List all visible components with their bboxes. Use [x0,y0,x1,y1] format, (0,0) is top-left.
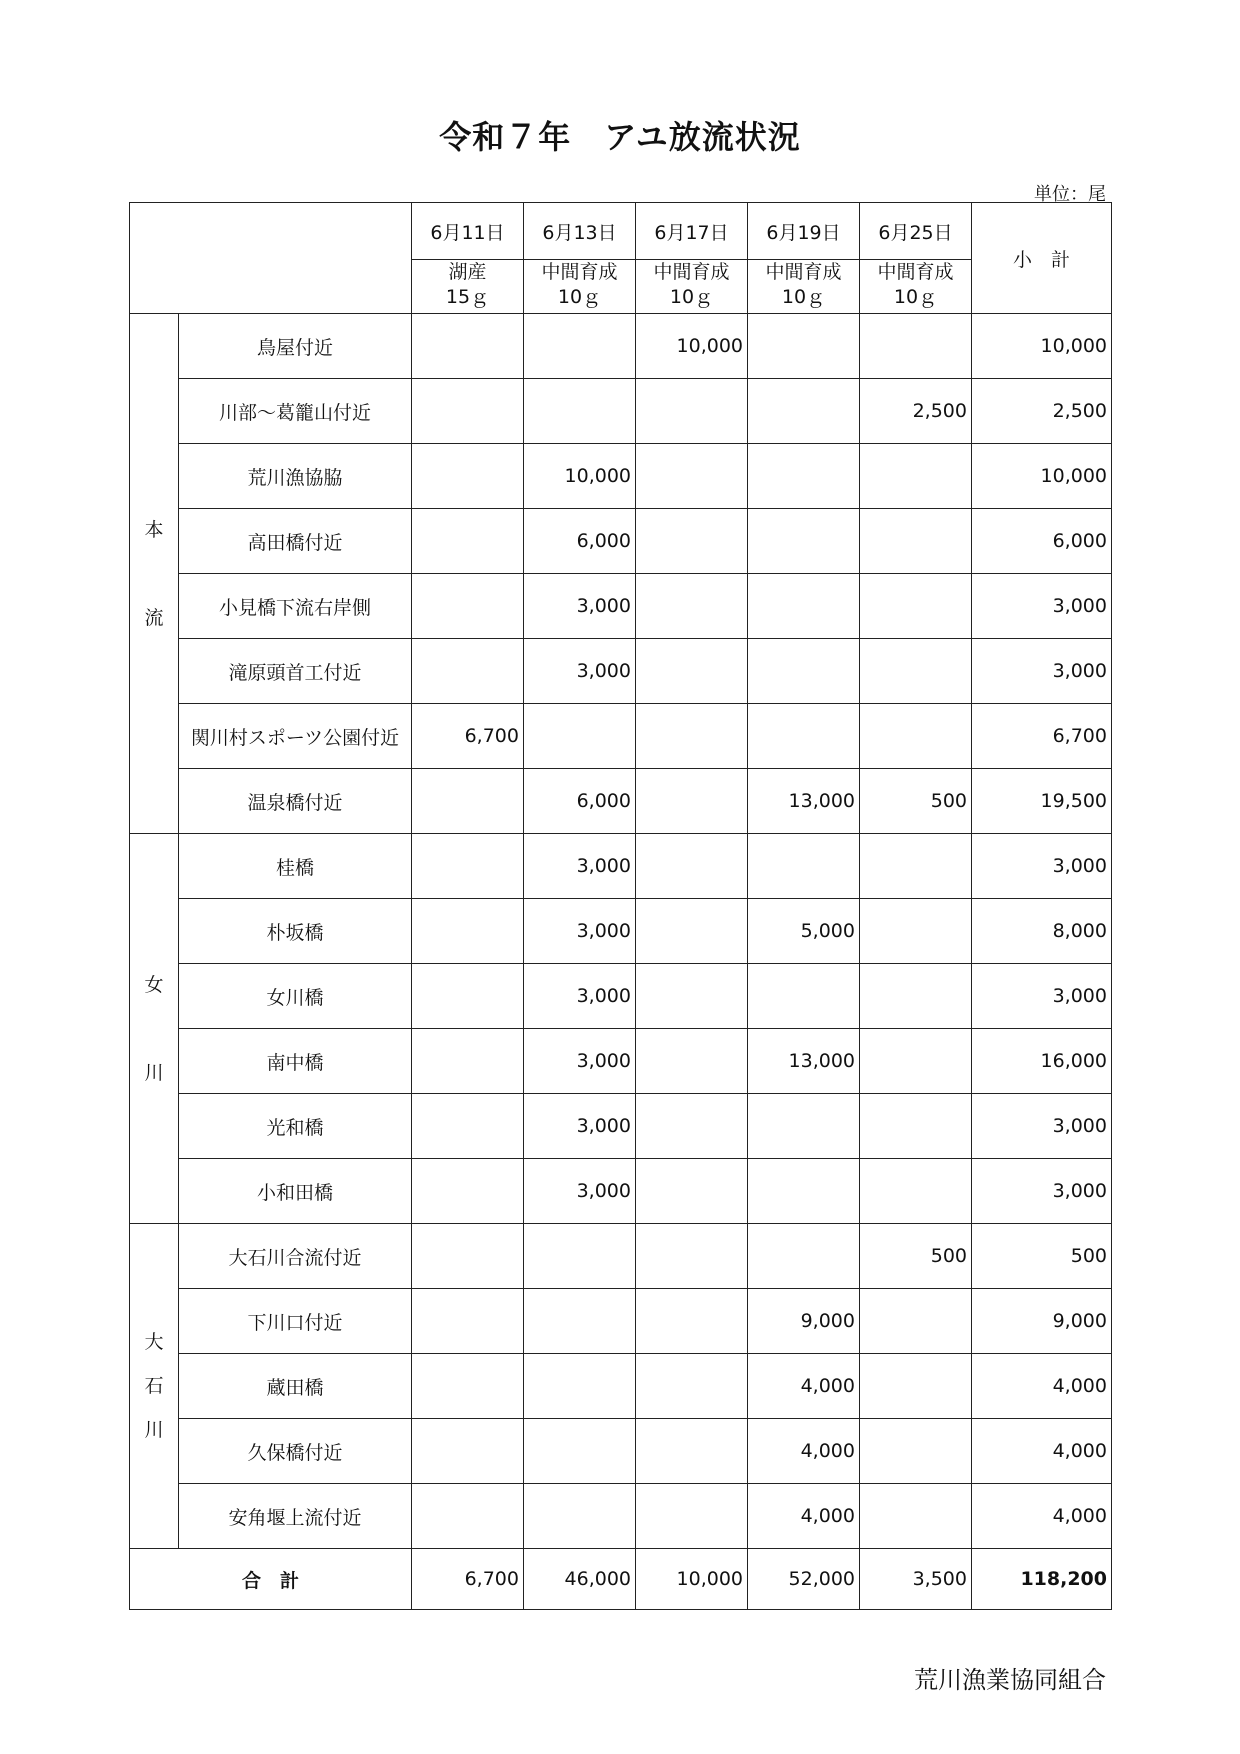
release-count [860,1354,972,1419]
location-name: 荒川漁協脇 [179,444,412,509]
release-count [748,444,860,509]
table-row [130,1484,1112,1549]
location-name: 下川口付近 [179,1289,412,1354]
release-count: 3,000 [524,574,636,639]
location-name: 小和田橋 [179,1159,412,1224]
release-count [524,379,636,444]
release-count [412,1289,524,1354]
grand-total: 118,200 [972,1549,1112,1610]
release-count [860,704,972,769]
release-count [748,574,860,639]
release-kind: 湖産 [448,261,487,283]
location-name: 高田橋付近 [179,509,412,574]
table-row [130,1029,1112,1094]
table-row [130,834,1112,899]
header-subtotal: 小 計 [972,203,1112,314]
release-count [412,1484,524,1549]
fish-size: 10ｇ [669,286,714,308]
row-subtotal: 16,000 [972,1029,1112,1094]
release-count [636,899,748,964]
release-count [636,574,748,639]
release-count: 6,000 [524,769,636,834]
release-count: 10,000 [524,444,636,509]
section-name-char: 川 [144,1419,164,1441]
location-name: 南中橋 [179,1029,412,1094]
row-subtotal: 3,000 [972,1159,1112,1224]
column-total: 46,000 [524,1549,636,1610]
release-count: 13,000 [748,769,860,834]
location-name: 大石川合流付近 [179,1224,412,1289]
release-count: 6,700 [412,704,524,769]
column-total: 10,000 [636,1549,748,1610]
table-row [130,509,1112,574]
fish-size: 10ｇ [781,286,826,308]
release-count [748,1159,860,1224]
release-count [412,314,524,379]
column-total: 3,500 [860,1549,972,1610]
location-name: 光和橋 [179,1094,412,1159]
location-name: 川部～葛籠山付近 [179,379,412,444]
release-count [412,1419,524,1484]
release-count [636,1289,748,1354]
total-row [130,1549,1112,1610]
release-count [748,509,860,574]
header-date: 6月11日 [412,203,524,260]
row-subtotal: 4,000 [972,1354,1112,1419]
fish-size: 10ｇ [557,286,602,308]
release-count [748,704,860,769]
release-count [412,444,524,509]
row-subtotal: 3,000 [972,574,1112,639]
row-subtotal: 3,000 [972,1094,1112,1159]
release-count [748,314,860,379]
release-count: 500 [860,769,972,834]
row-subtotal: 9,000 [972,1289,1112,1354]
header-date: 6月13日 [524,203,636,260]
table-row [130,444,1112,509]
section-name-char: 本 [144,518,164,541]
release-count [748,379,860,444]
release-count [860,639,972,704]
release-count: 3,000 [524,834,636,899]
release-count [412,574,524,639]
release-count: 4,000 [748,1484,860,1549]
release-count [412,509,524,574]
section-name [130,834,179,1224]
release-count [636,379,748,444]
release-count [748,639,860,704]
release-count [524,1354,636,1419]
table-row [130,1419,1112,1484]
row-subtotal: 10,000 [972,314,1112,379]
location-name: 女川橋 [179,964,412,1029]
release-count [860,1484,972,1549]
total-label: 合 計 [130,1549,412,1610]
table-row [130,379,1112,444]
table-row [130,1159,1112,1224]
location-name: 滝原頭首工付近 [179,639,412,704]
location-name: 温泉橋付近 [179,769,412,834]
release-count [636,704,748,769]
fish-size: 10ｇ [893,286,938,308]
header-date: 6月19日 [748,203,860,260]
location-name: 蔵田橋 [179,1354,412,1419]
row-subtotal: 500 [972,1224,1112,1289]
table-row [130,1354,1112,1419]
release-count: 500 [860,1224,972,1289]
location-name: 安角堰上流付近 [179,1484,412,1549]
release-count [636,834,748,899]
row-subtotal: 19,500 [972,769,1112,834]
location-name: 久保橋付近 [179,1419,412,1484]
release-count [636,964,748,1029]
release-count [412,639,524,704]
header-type [636,260,748,314]
header-date-row [130,203,1112,260]
location-name: 桂橋 [179,834,412,899]
release-kind: 中間育成 [541,261,618,283]
unit-label: 単位：尾 [1034,184,1106,205]
release-count [636,444,748,509]
release-count [412,1029,524,1094]
release-count [412,1224,524,1289]
release-count [412,1094,524,1159]
release-count: 6,000 [524,509,636,574]
release-count [412,899,524,964]
release-count [524,1484,636,1549]
section-name [130,1224,179,1549]
release-count: 4,000 [748,1354,860,1419]
release-count [860,509,972,574]
header-type [748,260,860,314]
release-count [860,899,972,964]
section-name [130,314,179,834]
release-count [636,1354,748,1419]
column-total: 52,000 [748,1549,860,1610]
release-count [636,1484,748,1549]
release-count: 3,000 [524,899,636,964]
location-name: 朴坂橋 [179,899,412,964]
release-count [636,509,748,574]
stocking-table [129,202,1112,1610]
section-name-char: 大 [144,1331,164,1353]
release-count [524,1419,636,1484]
fish-size: 15ｇ [445,286,490,308]
release-count [860,444,972,509]
release-count [748,1094,860,1159]
release-count [524,1289,636,1354]
section-name-char: 川 [144,1061,164,1084]
page-title: 令和７年 アユ放流状況 [439,118,801,156]
release-count [524,704,636,769]
row-subtotal: 4,000 [972,1484,1112,1549]
table-row [130,704,1112,769]
section-name-char: 流 [144,606,164,629]
release-count [412,964,524,1029]
section-name-char: 石 [144,1375,164,1397]
release-count [636,1094,748,1159]
release-count [860,314,972,379]
row-subtotal: 4,000 [972,1419,1112,1484]
release-count [412,834,524,899]
release-count [860,1159,972,1224]
release-count: 13,000 [748,1029,860,1094]
release-count [860,1094,972,1159]
row-subtotal: 8,000 [972,899,1112,964]
table-row [130,769,1112,834]
release-count [860,834,972,899]
table-row [130,574,1112,639]
release-count [524,1224,636,1289]
release-count [636,1224,748,1289]
location-name: 小見橋下流右岸側 [179,574,412,639]
release-count [636,769,748,834]
row-subtotal: 3,000 [972,834,1112,899]
release-count [412,1354,524,1419]
header-corner [130,203,412,314]
table-row [130,314,1112,379]
row-subtotal: 2,500 [972,379,1112,444]
release-count: 3,000 [524,1029,636,1094]
release-count [636,1419,748,1484]
release-kind: 中間育成 [877,261,954,283]
release-count: 2,500 [860,379,972,444]
release-count: 4,000 [748,1419,860,1484]
release-count [860,1289,972,1354]
header-type [860,260,972,314]
release-count [860,964,972,1029]
organization-name: 荒川漁業協同組合 [914,1666,1106,1694]
release-count [860,1029,972,1094]
header-date: 6月17日 [636,203,748,260]
column-total: 6,700 [412,1549,524,1610]
row-subtotal: 3,000 [972,964,1112,1029]
release-count: 3,000 [524,1094,636,1159]
row-subtotal: 3,000 [972,639,1112,704]
release-count: 10,000 [636,314,748,379]
release-count [748,1224,860,1289]
row-subtotal: 6,000 [972,509,1112,574]
release-count [412,1159,524,1224]
release-count: 3,000 [524,964,636,1029]
release-count [636,639,748,704]
release-count: 3,000 [524,1159,636,1224]
header-type [524,260,636,314]
release-count [860,574,972,639]
release-kind: 中間育成 [765,261,842,283]
location-name: 鳥屋付近 [179,314,412,379]
release-count [412,769,524,834]
release-kind: 中間育成 [653,261,730,283]
header-type [412,260,524,314]
table-row [130,1289,1112,1354]
release-count: 9,000 [748,1289,860,1354]
location-name: 関川村スポーツ公園付近 [179,704,412,769]
release-count: 3,000 [524,639,636,704]
header-date: 6月25日 [860,203,972,260]
release-count [412,379,524,444]
release-count [748,834,860,899]
table-row [130,1224,1112,1289]
release-count [636,1029,748,1094]
release-count [860,1419,972,1484]
release-count [524,314,636,379]
row-subtotal: 10,000 [972,444,1112,509]
release-count [748,964,860,1029]
section-name-char: 女 [144,973,164,996]
table-row [130,639,1112,704]
table-row [130,1094,1112,1159]
table-row [130,899,1112,964]
release-count [636,1159,748,1224]
release-count: 5,000 [748,899,860,964]
row-subtotal: 6,700 [972,704,1112,769]
table-row [130,964,1112,1029]
